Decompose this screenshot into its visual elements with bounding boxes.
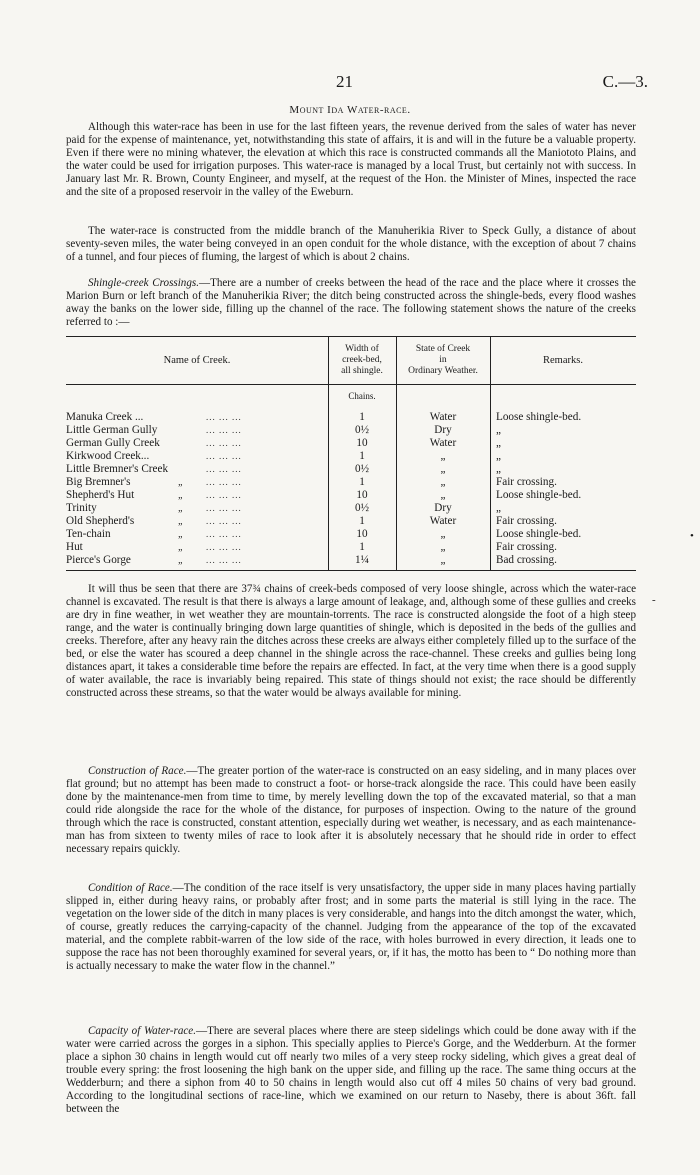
creek-state-cell: Dry <box>434 424 452 436</box>
creek-remarks-cell: „ <box>496 424 501 436</box>
after-table-paragraph <box>66 583 636 700</box>
leader-dots: ... ... ... <box>206 412 242 422</box>
creek-remarks-cell: Bad crossing. <box>496 554 557 566</box>
ditto-mark: „ <box>178 477 184 488</box>
creek-remarks-cell: „ <box>496 463 501 475</box>
col-header-state-line: State of Creek <box>415 344 471 354</box>
construction-paragraph <box>66 765 636 856</box>
creek-state-cell: Dry <box>434 502 452 514</box>
leader-dots: ... ... ... <box>206 555 242 565</box>
intro-text-1: Although this water-race has been in use for the last fifteen years, the revenue derived from the sales of water has never paid for the expense of maintenance, yet, notwithstanding this state of affairs, it is and will in the future be a valuable property. Even if there were no mining whatever, the elevation at which this race is constructed commands all the Maniototo Plains, and the water could be used for irrigation purposes. This water-race is managed by a local Trust, but certainly not with success. In January last Mr. R. Brown, County Engineer, and myself, at the request of the Hon. the Minister of Mines, inspected the race and the site of a proposed reservoir in the valley of the Eweburn. <box>66 121 636 198</box>
condition-paragraph <box>66 882 636 973</box>
col-header-width-line: creek-bed, <box>342 355 382 365</box>
creek-name-cell: Kirkwood Creek... <box>66 450 150 462</box>
col-header-state-line: Ordinary Weather. <box>408 366 478 376</box>
creek-remarks-cell: Fair crossing. <box>496 541 557 553</box>
col-header-state-line: in <box>439 355 447 365</box>
shingle-paragraph <box>66 277 636 329</box>
creek-width-cell: 10 <box>356 489 368 501</box>
section-title: Mount Ida Water-race. <box>289 104 411 116</box>
table-row <box>66 411 636 424</box>
creek-width-cell: 10 <box>356 437 368 449</box>
table-row <box>66 489 636 502</box>
table-row <box>66 463 636 476</box>
leader-dots: ... ... ... <box>206 529 242 539</box>
col-header-remarks: Remarks. <box>543 355 583 366</box>
creek-remarks-cell: „ <box>496 502 501 514</box>
col-header-state <box>396 337 490 384</box>
table-row <box>66 424 636 437</box>
creek-width-cell: 1 <box>359 541 365 553</box>
creek-width-cell: 0½ <box>355 463 369 475</box>
creek-name-cell: Hut <box>66 541 83 553</box>
creek-name-cell: German Gully Creek <box>66 437 160 449</box>
col-header-width <box>328 337 396 384</box>
ditto-mark: „ <box>178 490 184 501</box>
leader-dots: ... ... ... <box>206 503 242 513</box>
condition-heading: Condition of Race. <box>88 882 173 894</box>
shingle-heading: Shingle-creek Crossings. <box>88 277 199 289</box>
creek-state-cell: „ <box>440 489 446 501</box>
leader-dots: ... ... ... <box>206 464 242 474</box>
margin-dot-mark: • <box>690 530 694 542</box>
capacity-text: —There are several places where there are steep sidelings which could be done away with if the water were carried across the gorges in a siphon. This specially applies to Pierce's Gorge, and the Wedderburn. At the former place a siphon 30 chains in length would cut off nearly two miles of a very steep rocky sideling, which gives a great deal of trouble every spring: the frost loosening the high bank on the upper side, and filling up the race. The same thing occurs at the Wedderburn; and there a siphon from 40 to 50 chains in length would also cut off 4 miles 50 chains of very bad ground. According to the longitudinal sections of race-line, which we examined on our return to Naseby, there is about 36ft. fall between the <box>66 1025 636 1115</box>
page-number: 21 <box>336 72 353 91</box>
creek-remarks-cell: „ <box>496 450 501 462</box>
creek-remarks-cell: „ <box>496 437 501 449</box>
creek-width-cell: 1¼ <box>355 554 369 566</box>
table-row <box>66 502 636 515</box>
creek-name-cell: Big Bremner's <box>66 476 131 488</box>
leader-dots: ... ... ... <box>206 438 242 448</box>
creek-name-cell: Manuka Creek ... <box>66 411 144 423</box>
table-row <box>66 476 636 489</box>
ditto-mark: „ <box>178 555 184 566</box>
creek-remarks-cell: Loose shingle-bed. <box>496 411 582 423</box>
creek-width-cell: 0½ <box>355 502 369 514</box>
creek-state-cell: „ <box>440 450 446 462</box>
ditto-mark: „ <box>178 542 184 553</box>
creek-state-cell: „ <box>440 463 446 475</box>
creek-name-cell: Ten-chain <box>66 528 111 540</box>
creek-name-cell: Little Bremner's Creek <box>66 463 169 475</box>
condition-text: —The condition of the race itself is very unsatisfactory, the upper side in many places having partially slipped in, either during heavy rains, or probably after frost; and in some parts the material is still lying in the race. The vegetation on the lower side of the ditch in many places is very considerable, and hangs into the ditch amongst the water, which, of course, greatly reduces the carrying-capacity of the channel. Judging from the appearance of the top of the excavated material, and the complete rabbit-warren of the low side of the race, with holes burrowed in every direction, it leads one to suppose the race has not been thoroughly examined for several years, or, if it has, the motto has been to “ Do nothing more than is actually necessary to make the water flow in the channel.” <box>66 882 636 972</box>
creek-width-cell: 1 <box>359 515 365 527</box>
shingle-text: —There are a number of creeks between the head of the race and the place where it crosses the Marion Burn or left branch of the Manuherikia River; the ditch being constructed across the shingle-beds, every flood washes away the banks on the lower side, filling up the channel of the race. The following statement shows the nature of the creeks referred to :— <box>66 277 636 328</box>
creek-name-cell: Shepherd's Hut <box>66 489 135 501</box>
leader-dots: ... ... ... <box>206 516 242 526</box>
width-units-label: Chains. <box>348 391 376 401</box>
leader-dots: ... ... ... <box>206 490 242 500</box>
leader-dots: ... ... ... <box>206 477 242 487</box>
ditto-mark: „ <box>178 503 184 514</box>
table-header-rule <box>66 384 636 385</box>
col-header-width-line: Width of <box>345 344 379 354</box>
col-header-width-line: all shingle. <box>341 366 383 376</box>
table-row <box>66 450 636 463</box>
creek-state-cell: Water <box>429 411 457 423</box>
creek-name-cell: Pierce's Gorge <box>66 554 131 566</box>
leader-dots: ... ... ... <box>206 451 242 461</box>
construction-heading: Construction of Race. <box>88 765 187 777</box>
creek-remarks-cell: Fair crossing. <box>496 476 557 488</box>
creek-remarks-cell: Loose shingle-bed. <box>496 528 582 540</box>
creek-state-cell: „ <box>440 528 446 540</box>
intro-paragraph-2 <box>66 225 636 264</box>
creek-state-cell: „ <box>440 476 446 488</box>
table-row <box>66 515 636 528</box>
leader-dots: ... ... ... <box>206 425 242 435</box>
ditto-mark: „ <box>178 516 184 527</box>
creek-name-cell: Trinity <box>66 502 97 514</box>
creek-width-cell: 10 <box>356 528 368 540</box>
ditto-mark: „ <box>178 529 184 540</box>
construction-text: —The greater portion of the water-race is constructed on an easy sideling, and in many places over flat ground; but no attempt has been made to construct a foot- or horse-track alongside the race. This could have been easily done by the maintenance-men from time to time, by merely levelling down the top of the excavated material, so that a man could ride alongside the race for the whole of the distance, for purposes of inspection. Owing to the nature of the ground through which the race is constructed, constant attention, especially during wet weather, is necessary, and as each maintenance-man has from sixteen to twenty miles of race to look after it is absolutely necessary that he should ride in order to effect necessary repairs quickly. <box>66 765 637 855</box>
intro-text-2: The water-race is constructed from the middle branch of the Manuherikia River to Speck Gully, a distance of about seventy-seven miles, the water being conveyed in an open conduit for the whole distance, with the exception of about 7 chains of a tunnel, and four pieces of fluming, the largest of which is about 2 chains. <box>66 225 636 263</box>
creek-name-cell: Old Shepherd's <box>66 515 135 527</box>
after-table-text: It will thus be seen that there are 37¾ chains of creek-beds composed of very loose shingle, across which the water-race channel is excavated. The result is that there is always a large amount of leakage, and, although some of these gullies and creeks are dry in fine weather, in wet weather they are mountain-torrents. The race is constructed alongside the foot of a high steep range, and the water is continually bringing down large quantities of shingle, which is deposited in the beds of the gullies and creeks. Therefore, after any heavy rain the ditches across these creeks are always either completely filled up to the surface of the bed, or else the water has scoured a deep channel in the shingle across the race-channel. These creeks and gullies being long distances apart, it takes a considerable time before the repairs are effected. In fact, at the very time when there is a good supply of water available, the race is invariably being repaired. This state of things should not exist; the race should be differently constructed across these streams, so that the water would be always available for mining. <box>66 583 636 699</box>
creek-width-cell: 1 <box>359 450 365 462</box>
creek-width-cell: 0½ <box>355 424 369 436</box>
creek-state-cell: „ <box>440 541 446 553</box>
table-row <box>66 554 636 567</box>
capacity-paragraph <box>66 1025 636 1116</box>
table-row <box>66 437 636 450</box>
intro-paragraph-1 <box>66 121 636 199</box>
capacity-heading: Capacity of Water-race. <box>88 1025 196 1037</box>
creek-state-cell: „ <box>440 554 446 566</box>
table-row <box>66 541 636 554</box>
col-header-name: Name of Creek. <box>163 355 231 366</box>
table-row <box>66 528 636 541</box>
document-code: C.—3. <box>602 72 648 91</box>
leader-dots: ... ... ... <box>206 542 242 552</box>
creek-name-cell: Little German Gully <box>66 424 158 436</box>
margin-dash-mark: ‐ <box>652 594 656 606</box>
creek-width-cell: 1 <box>359 411 365 423</box>
creek-width-cell: 1 <box>359 476 365 488</box>
creek-remarks-cell: Fair crossing. <box>496 515 557 527</box>
creek-table <box>66 336 636 571</box>
creek-state-cell: Water <box>429 437 457 449</box>
creek-remarks-cell: Loose shingle-bed. <box>496 489 582 501</box>
creek-state-cell: Water <box>429 515 457 527</box>
